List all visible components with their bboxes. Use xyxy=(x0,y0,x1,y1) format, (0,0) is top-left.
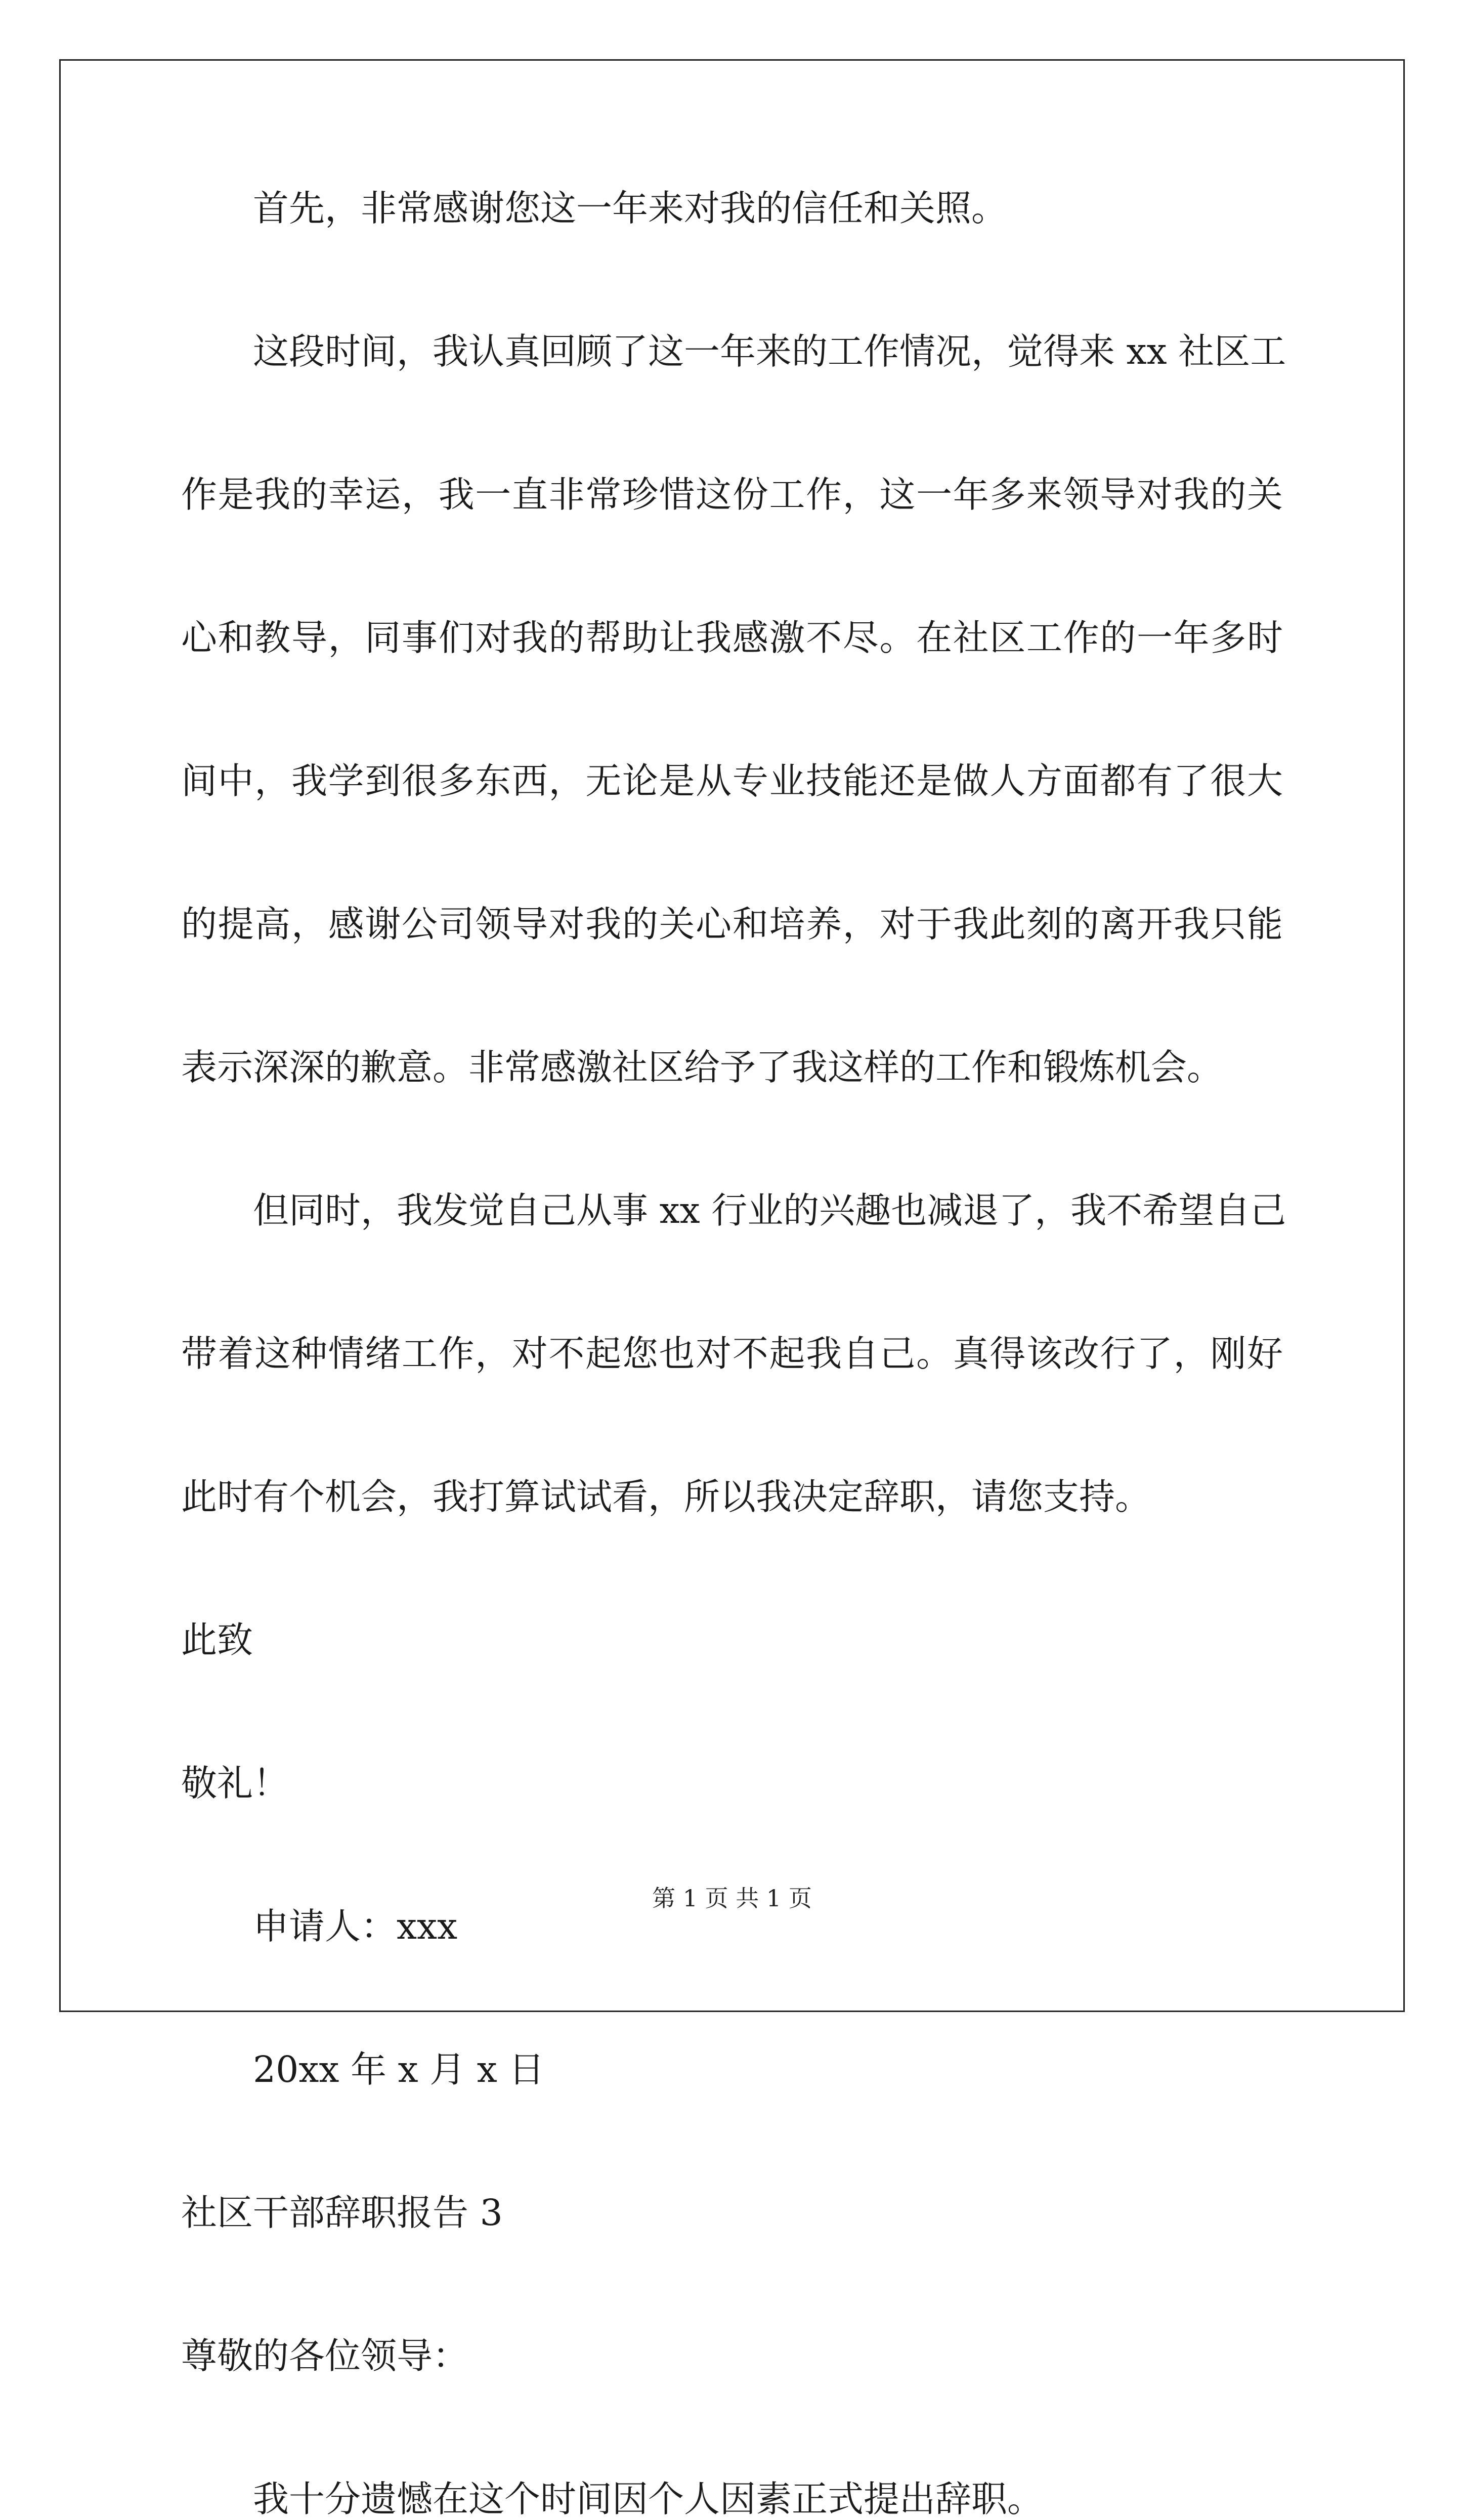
paragraph-line: 此时有个机会，我打算试试看，所以我决定辞职，请您支持。 xyxy=(181,1476,1151,1518)
greeting: 尊敬的各位领导： xyxy=(181,2335,469,2377)
paragraph-line: 但同时，我发觉自己从事 xx 行业的兴趣也减退了，我不希望自己 xyxy=(253,1189,1286,1231)
paragraph-line: 这段时间，我认真回顾了这一年来的工作情况，觉得来 xx 社区工 xyxy=(253,330,1286,372)
closing-salutation: 此致 xyxy=(181,1619,253,1661)
signature-date: 20xx 年 x 月 x 日 xyxy=(253,2048,545,2090)
section-title: 社区干部辞职报告 3 xyxy=(181,2192,503,2234)
paragraph-line: 的提高，感谢公司领导对我的关心和培养，对于我此刻的离开我只能 xyxy=(181,903,1283,945)
paragraph-line: 首先，非常感谢您这一年来对我的信任和关照。 xyxy=(253,187,1008,229)
paragraph-line: 带着这种情绪工作，对不起您也对不起我自己。真得该改行了，刚好 xyxy=(181,1333,1283,1375)
paragraph-line: 我十分遗憾在这个时间因个人因素正式提出辞职。 xyxy=(253,2478,1044,2520)
paragraph-line: 表示深深的歉意。非常感激社区给予了我这样的工作和锻炼机会。 xyxy=(181,1046,1223,1088)
document-body xyxy=(181,187,1286,2520)
page-footer: 第 1 页 共 1 页 xyxy=(652,1885,812,1912)
paragraph-line: 间中，我学到很多东西，无论是从专业技能还是做人方面都有了很大 xyxy=(181,760,1283,802)
paragraph-line: 心和教导，同事们对我的帮助让我感激不尽。在社区工作的一年多时 xyxy=(181,617,1283,659)
applicant-name: 申请人：xxx xyxy=(253,1905,458,1947)
closing-regards: 敬礼！ xyxy=(181,1762,289,1804)
paragraph-line: 作是我的幸运，我一直非常珍惜这份工作，这一年多来领导对我的关 xyxy=(181,474,1283,516)
